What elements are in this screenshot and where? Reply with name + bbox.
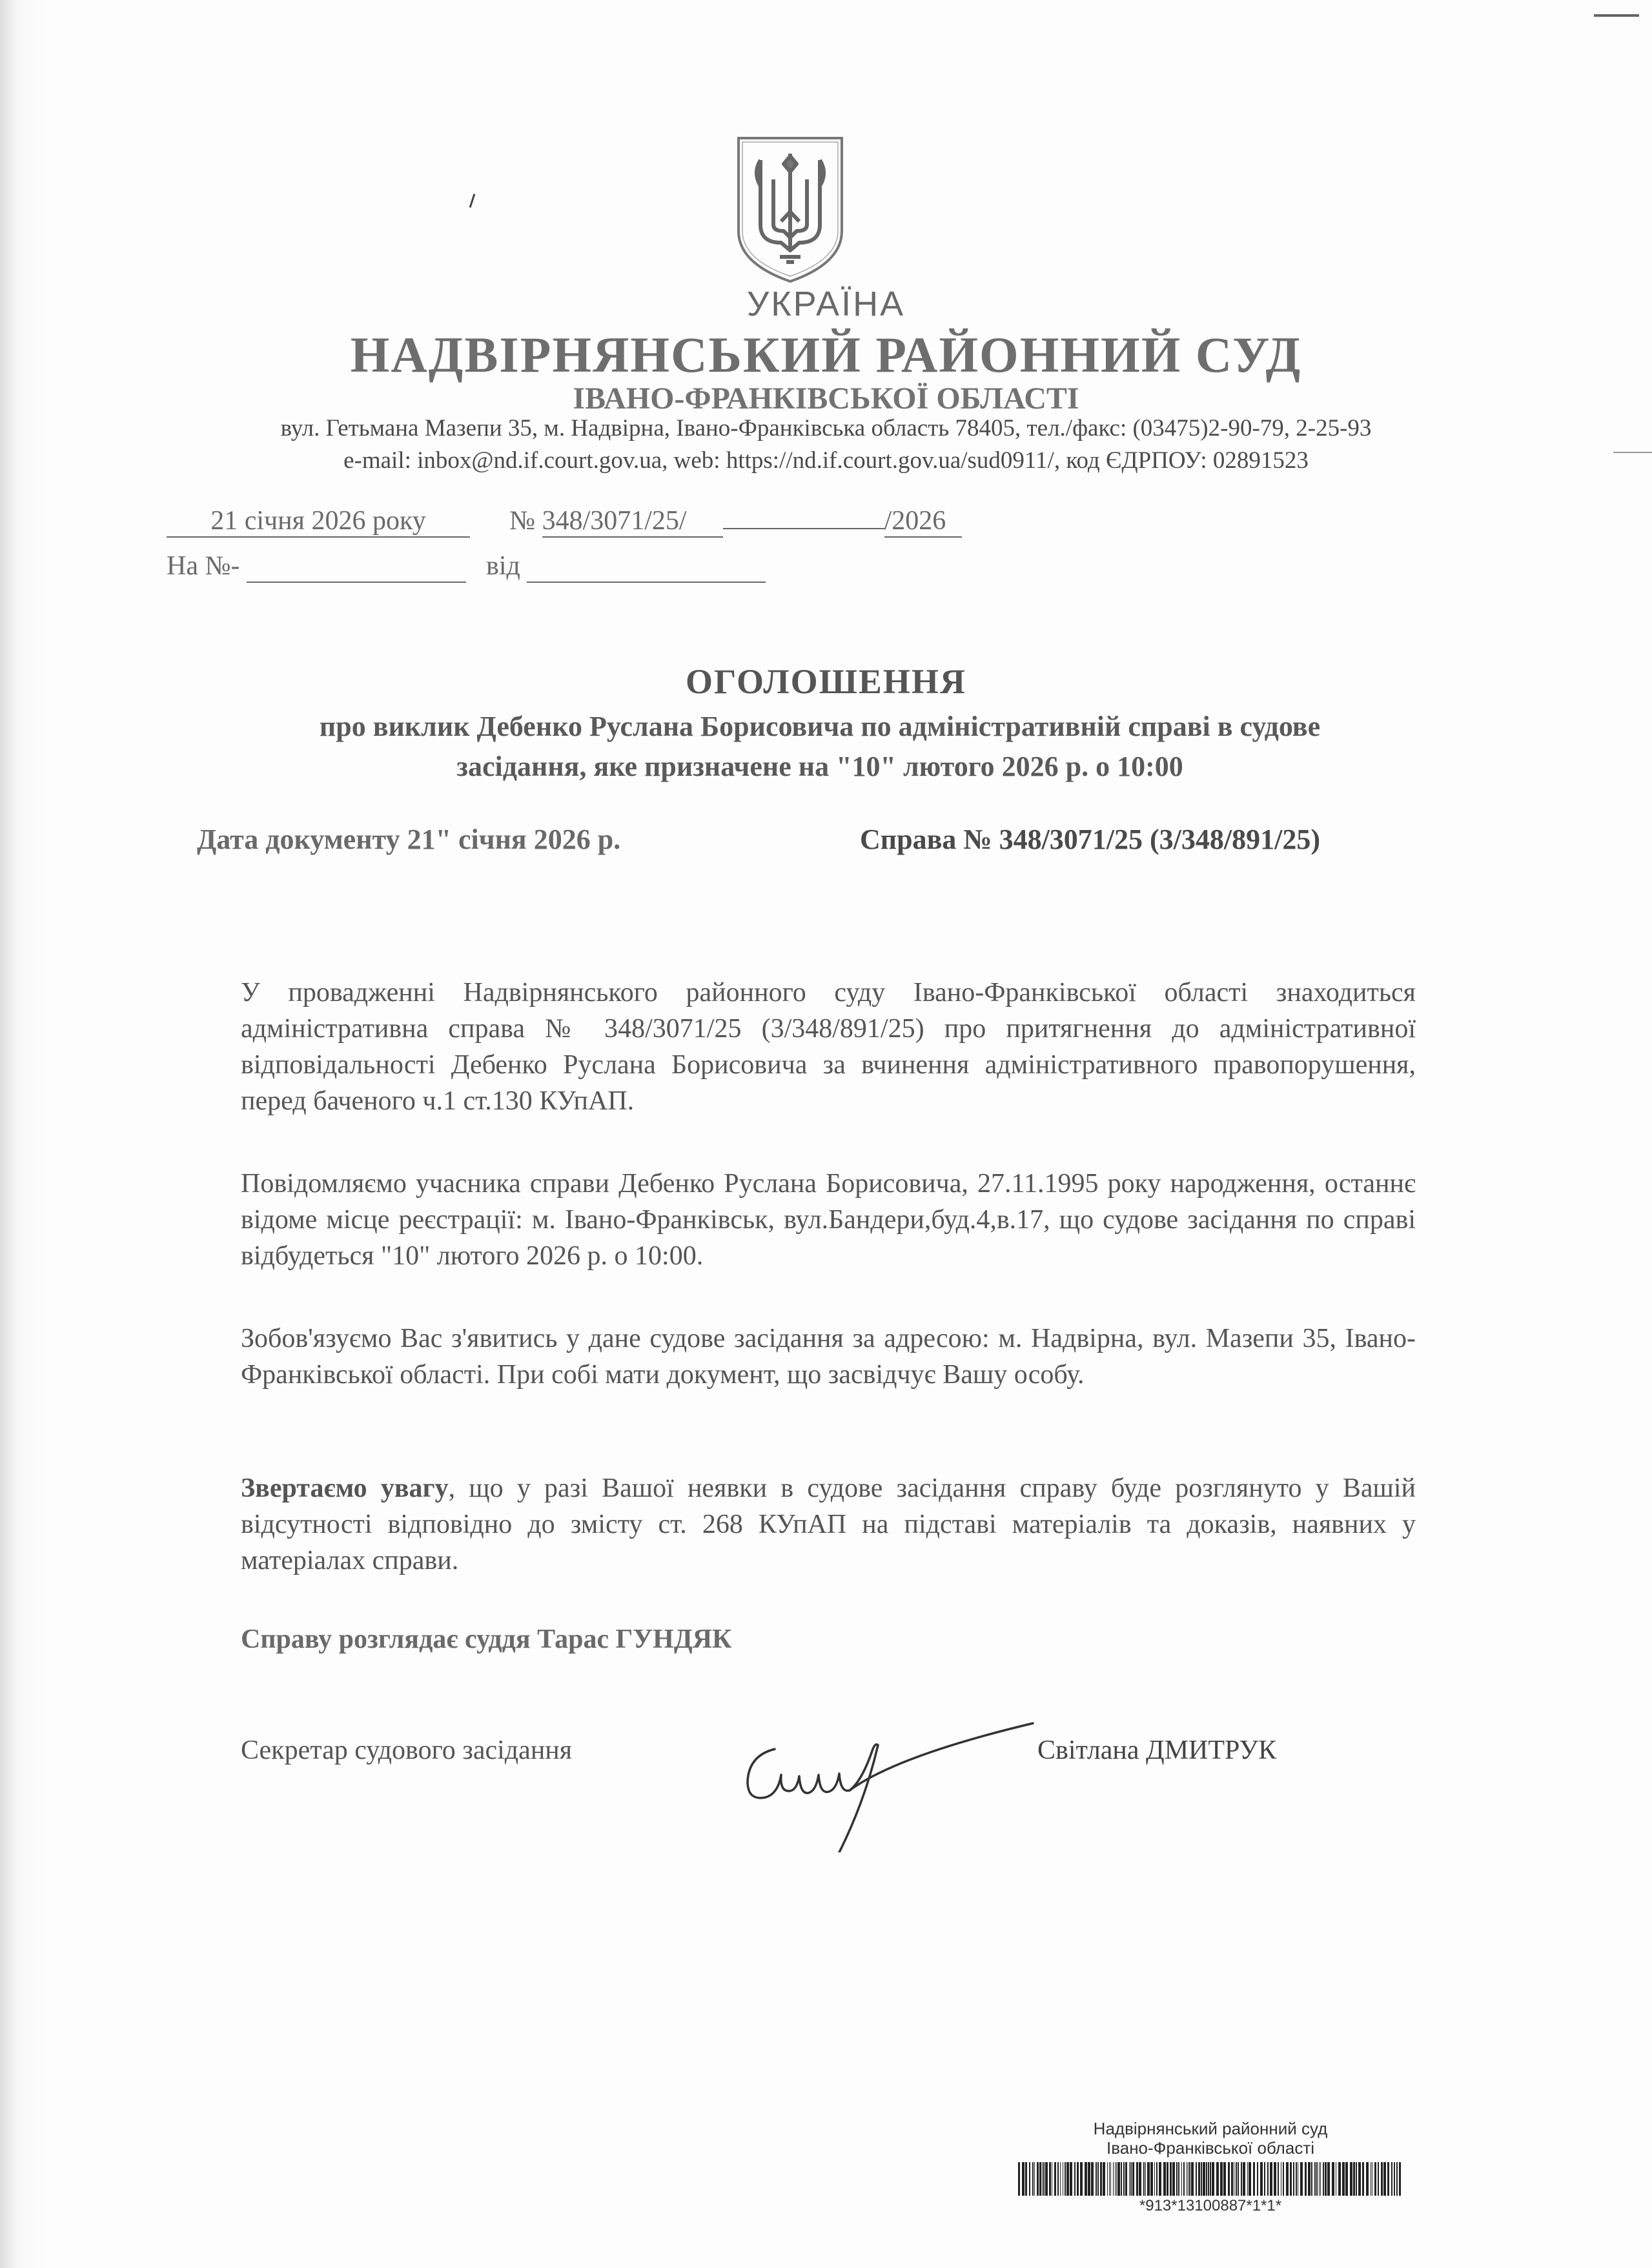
barcode-bar xyxy=(1378,2162,1379,2196)
barcode-number: *913*13100887*1*1* xyxy=(1139,2197,1282,2214)
barcode-bar xyxy=(1042,2162,1043,2196)
barcode-bar xyxy=(1057,2162,1059,2196)
barcode-bar xyxy=(1054,2162,1056,2196)
barcode-bar xyxy=(1121,2162,1122,2196)
barcode-bar xyxy=(1391,2162,1392,2196)
barcode-bar xyxy=(1203,2162,1205,2196)
barcode-bar xyxy=(1088,2162,1090,2196)
incoming-from-label: від xyxy=(486,551,520,581)
barcode-bar xyxy=(1154,2162,1155,2196)
barcode-bar xyxy=(1070,2162,1072,2196)
barcode-bar xyxy=(1231,2162,1233,2196)
barcode-bar xyxy=(1223,2162,1226,2196)
barcode-bar xyxy=(1125,2162,1127,2196)
court-region: ІВАНО-ФРАНКІВСЬКОЇ ОБЛАСТІ xyxy=(573,381,1079,416)
barcode-bar xyxy=(1150,2162,1153,2196)
barcode-bar xyxy=(1387,2162,1389,2196)
barcode-bar xyxy=(1022,2162,1025,2196)
barcode-bar xyxy=(1278,2162,1279,2196)
incoming-number-blank xyxy=(247,551,466,583)
barcode-bar xyxy=(1074,2162,1076,2196)
barcode-bar xyxy=(1381,2162,1383,2196)
barcode-bar xyxy=(1396,2162,1398,2196)
barcode-bar xyxy=(1139,2162,1141,2196)
outgoing-number-prefix: № xyxy=(509,506,536,536)
barcode-bar xyxy=(1045,2162,1048,2196)
notice-subtitle-line1: про виклик Дебенко Руслана Борисовича по адміністративній справі в судове xyxy=(319,711,1321,742)
barcode-bar xyxy=(1327,2162,1330,2196)
barcode-bar xyxy=(1264,2162,1265,2196)
barcode-bar xyxy=(1316,2162,1318,2196)
notice-title: ОГОЛОШЕННЯ xyxy=(686,662,966,701)
barcode-bar xyxy=(1374,2162,1376,2196)
barcode-bar xyxy=(1300,2162,1303,2196)
barcode-bar xyxy=(1399,2162,1401,2196)
barcode-bar xyxy=(1117,2162,1120,2196)
barcode-bar xyxy=(1356,2162,1357,2196)
coat-of-arms-icon xyxy=(735,134,846,284)
barcode-bar xyxy=(1159,2162,1161,2196)
barcode-bar xyxy=(1043,2162,1045,2196)
barcode-bar xyxy=(1201,2162,1202,2196)
barcode-bar xyxy=(1247,2162,1248,2196)
barcode-bar xyxy=(1332,2162,1334,2196)
paragraph-notification xyxy=(241,1166,1416,1274)
barcode-bar xyxy=(1338,2162,1341,2196)
barcode-bar xyxy=(1080,2162,1083,2196)
barcode-bar xyxy=(1228,2162,1230,2196)
outgoing-registration-line xyxy=(167,505,962,538)
stray-mark xyxy=(469,194,476,208)
barcode-bar xyxy=(1163,2162,1166,2196)
incoming-number-label: На №- xyxy=(167,551,240,581)
scan-artifact xyxy=(1594,14,1639,17)
court-contacts: e-mail: inbox@nd.if.court.gov.ua, web: https://nd.if.court.gov.ua/sud0911/, код ЄДРПОУ: 02891523 xyxy=(343,447,1309,474)
barcode-bar xyxy=(1308,2162,1310,2196)
barcode-bar xyxy=(1345,2162,1348,2196)
barcode-bar xyxy=(1394,2162,1395,2196)
court-name: НАДВІРНЯНСЬКИЙ РАЙОННИЙ СУД xyxy=(350,327,1302,383)
barcode-bar xyxy=(1018,2162,1020,2196)
barcode-bar xyxy=(1319,2162,1320,2196)
barcode-bar xyxy=(1325,2162,1327,2196)
barcode-bar xyxy=(1260,2162,1263,2196)
barcode-bar xyxy=(1167,2162,1168,2196)
barcode-bar xyxy=(1238,2162,1239,2196)
barcode-bar xyxy=(1091,2162,1094,2196)
barcode-bar xyxy=(1029,2162,1030,2196)
barcode-bar xyxy=(1220,2162,1223,2196)
barcode-bar xyxy=(1198,2162,1200,2196)
barcode-bar xyxy=(1342,2162,1345,2196)
barcode-bar xyxy=(1362,2162,1364,2196)
barcode-bar xyxy=(1049,2162,1051,2196)
barcode-bar xyxy=(1176,2162,1178,2196)
barcode-bar xyxy=(1270,2162,1272,2196)
barcode-bar xyxy=(1189,2162,1190,2196)
barcode-bar xyxy=(1143,2162,1145,2196)
barcode-bar xyxy=(1210,2162,1211,2196)
barcode-bar xyxy=(1296,2162,1297,2196)
barcode-bar xyxy=(1065,2162,1066,2196)
barcode-bar xyxy=(1293,2162,1294,2196)
barcode-bar xyxy=(1145,2162,1146,2196)
barcode-bar xyxy=(1172,2162,1175,2196)
barcode-bar xyxy=(1066,2162,1069,2196)
barcode-bar xyxy=(1130,2162,1132,2196)
barcode-bar xyxy=(1032,2162,1034,2196)
paragraph-warning-text: , що у разі Вашої неявки в судове засідання справу буде розглянуто у Вашій відсутності відповідно до змісту ст. 268 КУпАП на підставі матеріалів та доказів, наявних у матеріалах справи. xyxy=(241,1473,1416,1575)
outgoing-number: 348/3071/25/ xyxy=(542,505,723,538)
barcode-bar xyxy=(1216,2162,1219,2196)
barcode-bar xyxy=(1290,2162,1292,2196)
barcode-bar xyxy=(1096,2162,1097,2196)
barcode-bar xyxy=(1183,2162,1185,2196)
stamp-court-name: Надвірнянський районний суд xyxy=(1093,2119,1328,2138)
notice-subtitle-line2: засідання, яке призначене на "10" лютого 2026 р. о 10:00 xyxy=(456,751,1183,782)
barcode-bar xyxy=(1178,2162,1179,2196)
stamp-court-region: Івано-Франківської області xyxy=(1106,2138,1315,2158)
paragraph-summons xyxy=(241,1321,1416,1393)
outgoing-number-year: /2026 xyxy=(884,505,962,538)
barcode-bar xyxy=(1181,2162,1182,2196)
barcode-bar xyxy=(1136,2162,1138,2196)
barcode-bar xyxy=(1123,2162,1125,2196)
barcode-bar xyxy=(1274,2162,1276,2196)
barcode-bar xyxy=(1350,2162,1352,2196)
barcode-bar xyxy=(1267,2162,1269,2196)
barcode-bar xyxy=(1358,2162,1361,2196)
barcode-bar xyxy=(1113,2162,1114,2196)
barcode-bar xyxy=(1383,2162,1386,2196)
paragraph-proceedings-text: У провадженні Надвірнянського районного суду Івано-Франківської області знаходиться адміністративна справа № 348/3071/25 (3/348/891/25) про притягнення до адміністративної відповідальності Дебенко Руслана Борисовича за вчинення адміністративного правопорушення, перед баченого ч.1 ст.130 КУпАП. xyxy=(241,978,1416,1116)
barcode-bar xyxy=(1353,2162,1355,2196)
barcode-bar xyxy=(1060,2162,1061,2196)
paragraph-warning xyxy=(241,1470,1416,1579)
barcode-bar xyxy=(1170,2162,1172,2196)
barcode-bar xyxy=(1129,2162,1130,2196)
incoming-date-blank xyxy=(527,551,766,583)
barcode-bar xyxy=(1034,2162,1035,2196)
paragraph-warning-emphasis: Звертаємо увагу xyxy=(241,1473,449,1503)
barcode-bar xyxy=(1243,2162,1245,2196)
barcode-bar xyxy=(1311,2162,1312,2196)
barcode-bar xyxy=(1208,2162,1209,2196)
barcode-bar xyxy=(1107,2162,1108,2196)
barcode-bar xyxy=(1037,2162,1039,2196)
barcode-bar xyxy=(1253,2162,1255,2196)
barcode-bar xyxy=(1085,2162,1087,2196)
barcode-bar xyxy=(1109,2162,1110,2196)
barcode-bar xyxy=(1077,2162,1079,2196)
barcode-bar xyxy=(1249,2162,1251,2196)
incoming-registration-line xyxy=(167,551,766,583)
barcode-bar xyxy=(1156,2162,1157,2196)
barcode-bar xyxy=(1257,2162,1258,2196)
handwritten-signature xyxy=(729,1704,1052,1852)
barcode-bar xyxy=(1320,2162,1321,2196)
court-address: вул. Гетьмана Мазепи 35, м. Надвірна, Івано-Франківська область 78405, тел./факс: (03475)2-90-79, 2-25-93 xyxy=(280,415,1372,441)
barcode-bar xyxy=(1025,2162,1027,2196)
barcode-bar xyxy=(1097,2162,1099,2196)
barcode-bar xyxy=(1116,2162,1117,2196)
barcode-bar xyxy=(1236,2162,1237,2196)
barcode-bar xyxy=(1100,2162,1102,2196)
barcode-bar xyxy=(1110,2162,1111,2196)
barcode-bar xyxy=(1103,2162,1105,2196)
paragraph-proceedings xyxy=(241,975,1416,1119)
barcode-bar xyxy=(1305,2162,1307,2196)
notice-subtitle xyxy=(207,707,1433,787)
barcode-bar xyxy=(1323,2162,1324,2196)
barcode-bar xyxy=(1115,2162,1116,2196)
barcode-bar xyxy=(1314,2162,1316,2196)
secretary-name: Світлана ДМИТРУК xyxy=(1037,1736,1277,1765)
barcode-bar xyxy=(1206,2162,1207,2196)
country-name: УКРАЇНА xyxy=(746,285,906,323)
paragraph-notification-text: Повідомляємо учасника справи Дебенко Руслана Борисовича, 27.11.1995 року народження, останнє відоме місце реєстрації: м. Івано-Франківськ, вул.Бандери,буд.4,в.17, що судове засідання по справі відбудеться "10" лютого 2026 р. о 10:00. xyxy=(241,1169,1416,1271)
barcode-bar xyxy=(1132,2162,1134,2196)
barcode-bar xyxy=(1283,2162,1284,2196)
barcode-bar xyxy=(1039,2162,1041,2196)
barcode-bar xyxy=(1212,2162,1214,2196)
barcode xyxy=(1017,2162,1404,2196)
barcode-bar xyxy=(1147,2162,1150,2196)
barcode-bar xyxy=(1191,2162,1194,2196)
document-date: Дата документу 21" січня 2026 р. xyxy=(197,824,621,855)
barcode-bar xyxy=(1286,2162,1289,2196)
presiding-judge: Справу розглядає суддя Тарас ГУНДЯК xyxy=(241,1625,732,1654)
barcode-bar xyxy=(1196,2162,1197,2196)
barcode-bar xyxy=(1241,2162,1242,2196)
court-registry-stamp xyxy=(1017,2119,1404,2158)
outgoing-date: 21 січня 2026 року xyxy=(167,505,470,538)
secretary-label: Секретар судового засідання xyxy=(241,1736,573,1765)
case-number: Справа № 348/3071/25 (3/348/891/25) xyxy=(860,824,1321,855)
barcode-bar xyxy=(1366,2162,1369,2196)
paragraph-summons-text: Зобов'язуємо Вас з'явитись у дане судове засідання за адресою: м. Надвірна, вул. Мазепи 35, Івано-Франківської області. При собі мати документ, що засвідчує Вашу особу. xyxy=(241,1324,1416,1390)
